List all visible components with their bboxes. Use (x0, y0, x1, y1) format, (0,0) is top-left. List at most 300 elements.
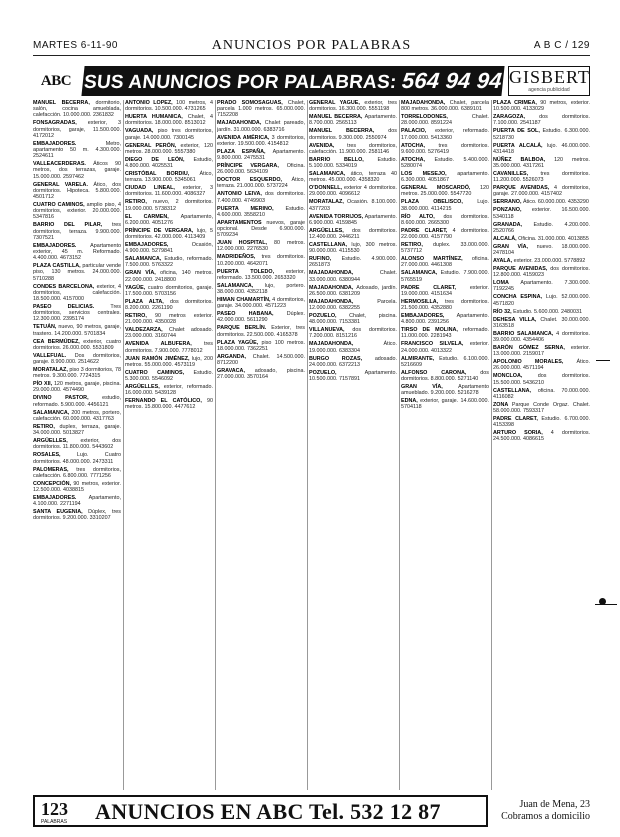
classified-ad (309, 114, 397, 126)
ad-keyword: CEA BERMÚDEZ, (33, 338, 84, 345)
classified-ad (217, 100, 305, 119)
classified-ad (125, 384, 213, 396)
classified-ad (309, 171, 397, 183)
ad-keyword: EMBAJADORES, (401, 313, 457, 320)
classified-ad (309, 228, 397, 240)
classified-ad (493, 430, 590, 442)
classified-ad (309, 256, 397, 268)
ad-text: lujo, 5 dormitorios. 42.000.000. 4113409 (125, 227, 213, 241)
ad-keyword: PRÍNCIPE DE VERGARA, (125, 227, 197, 234)
ad-text: lujo, portero. 38.000.000. 4352118 (217, 282, 305, 296)
classified-ad (33, 381, 121, 393)
classified-ad (33, 284, 121, 303)
ad-text: Dos dormitorios, garaje. 8.900.000. 2514622 (33, 352, 121, 366)
ad-text: Chalet adosado. 23.000.000. 3160744 (125, 327, 213, 340)
column-divider (399, 100, 400, 790)
classified-ad (33, 353, 121, 365)
ad-keyword: DOCTOR ESQUERDO, (217, 177, 292, 184)
ad-keyword: YAGÜE, (125, 284, 148, 291)
ad-keyword: SERRANO, (493, 199, 523, 206)
ad-text: Chalet, parcela 800 metros. 36.000.000. 6389101 (401, 100, 489, 113)
ad-keyword: PALOMERAS, (33, 466, 77, 473)
ad-keyword: CONCEPCIÓN, (33, 480, 74, 487)
column-divider (491, 100, 492, 790)
classified-ad (493, 359, 590, 371)
ad-text: reformado. 11.000.000. 2281943 (401, 327, 489, 340)
ad-text: Apartamento. 9.800.000. 2475531 (217, 148, 305, 162)
classified-ad (309, 341, 397, 353)
classified-ad (493, 331, 590, 343)
ad-keyword: GENERAL VARELA. (33, 181, 94, 188)
ad-text: 90 metros, exterior. 10.500.000. 4133029 (493, 100, 590, 113)
page-header (33, 38, 590, 54)
ad-text: duplex. 33.000.000. 5737712 (401, 242, 489, 255)
classified-ad (401, 398, 489, 410)
classified-ad (309, 285, 397, 297)
ad-text: tres dormitorios, calefacción. 6.800.000. 7771256 (33, 466, 121, 479)
ad-text: 4 dormitorios. 24.500.000. 4086615 (493, 430, 590, 443)
classified-ad (493, 236, 590, 242)
ad-keyword: PADRE CLARET, (493, 416, 542, 423)
classified-ad (401, 370, 489, 382)
classified-ad (309, 270, 397, 282)
classified-ad (493, 207, 590, 219)
ad-text: 200 metros, portero, calefacción. 60.000.000. 4317763 (33, 409, 121, 422)
ad-text: Apartamento. 7.300.000. 7192245 (493, 280, 590, 293)
classified-ad (125, 199, 213, 211)
ad-keyword: TETUÁN, (33, 324, 59, 331)
classified-ad (309, 299, 397, 311)
ad-text: exterior, reformado. 16.000.000. 5439128 (125, 384, 213, 397)
ad-keyword: EL CARMEN, (125, 213, 181, 220)
ad-text: 4 dormitorios. 22.000.000. 4157790 (401, 227, 489, 241)
agency-subtitle: agencia publicidad (528, 87, 570, 93)
ad-text: 4 dormitorios. 39.000.000. 4354406 (493, 330, 590, 344)
ad-text: oficina, 140 metros. 22.000.000. 2418800 (125, 270, 213, 283)
ad-text: dos dormitorios. 8.600.000. 2665300 (401, 213, 489, 226)
ad-keyword: PUERTA ALCALÁ, (493, 142, 548, 149)
ad-text: amplio piso, 4 dormitorios, exterior. 20.000.000. 5347816 (33, 202, 121, 221)
ad-keyword: ALONSO MARTÍNEZ, (401, 256, 472, 263)
classified-ad (125, 242, 213, 254)
classified-ad (493, 114, 590, 126)
footer-address (494, 799, 590, 823)
ad-text: exterior, reformado. 17.000.000. 5413360 (401, 128, 489, 141)
ad-keyword: RÍO ALTO, (401, 213, 444, 220)
classified-ad (33, 339, 121, 351)
ad-text: Lujo. 52.000.000. 4571820 (493, 294, 590, 307)
classified-ad (217, 269, 305, 281)
ad-keyword: VALLEFUAL. (33, 352, 75, 359)
ad-text: Chalet pareado, jardín. 31.000.000. 6383716 (217, 120, 305, 133)
ad-text: 4 dormitorios, garaje. 34.000.000. 4571223 (217, 297, 305, 310)
ad-keyword: PARQUE AVENIDAS, (493, 185, 555, 192)
classified-ad (33, 395, 121, 407)
classified-ad (33, 222, 121, 241)
classified-ad (493, 222, 590, 234)
ad-text: Exterior, tres dormitorios. 22.500.000. 4165378 (217, 325, 305, 338)
ad-text: duplex, terraza, garaje. 34.000.000. 5013827 (33, 423, 121, 437)
ad-text: dos dormitorios. 7.100.000. 2541187 (493, 114, 590, 127)
classified-ad (33, 161, 121, 180)
agency-logo (508, 66, 590, 96)
ad-text: Estudio. 4.900.000. 2651873 (309, 256, 397, 269)
ad-keyword: MORATALAZ, (309, 199, 348, 206)
ad-keyword: MONCLOA, (493, 373, 538, 380)
classified-ad (401, 199, 489, 211)
ad-keyword: ATOCHA, (401, 142, 439, 149)
classified-ad (217, 254, 305, 266)
ad-text: Estudio, 4.800.000. 4025531 (125, 156, 213, 170)
classified-ad (493, 266, 590, 278)
ad-text: Oficina. 31.000.000. 4013855 (518, 235, 589, 242)
ad-keyword: MANUEL BECERRA, (309, 114, 365, 121)
ad-keyword: LOS MESEJO, (401, 171, 458, 178)
classified-ad (493, 345, 590, 357)
ad-text: Estudio. 4.600.000. 3558210 (217, 205, 305, 218)
classified-ad (33, 367, 121, 379)
ad-banner (33, 66, 590, 96)
ad-text: 90 metros exterior. 21.000.000. 4350028 (125, 313, 213, 326)
ad-text: dos dormitorios. 15.500.000. 5436210 (493, 373, 590, 386)
column-divider (123, 100, 124, 790)
ad-keyword: ALFONSO CARONA, (401, 369, 481, 376)
footer-headline: ANUNCIOS EN ABC Tel. 532 12 87 (95, 799, 441, 824)
ad-column-2 (125, 100, 213, 790)
classified-ad (493, 143, 590, 155)
ad-keyword: AVENIDA ALBUFERA, (125, 341, 204, 348)
ad-text: apartamento. 6.300.000. 4051867 (401, 171, 489, 184)
ad-text: Chalet. 14.500.000. 8712200 (217, 353, 305, 367)
ad-text: exterior, garaje. 14.600.000. 5704118 (401, 398, 489, 411)
classified-ad (125, 327, 213, 339)
ad-column-4 (309, 100, 397, 790)
ad-keyword: GRAN VÍA, (401, 384, 459, 391)
ad-keyword: MAJADAHONDA, (401, 100, 450, 106)
section-title: ANUNCIOS POR PALABRAS (211, 38, 412, 53)
ad-text: lujo. 46.000.000. 4314418 (493, 142, 590, 155)
classified-ad (125, 356, 213, 368)
ad-column-1 (33, 100, 121, 790)
classified-ad (33, 410, 121, 422)
ad-text: Ático. 60.000.000. 4353290 (522, 199, 589, 206)
ad-text: Chalet, 4 dormitorios. 18.000.000. 8513012 (125, 114, 213, 127)
column-divider (215, 100, 216, 790)
ad-text: Estudio. 5.300.000. 5546092 (125, 369, 213, 383)
ad-keyword: CRISTÓBAL BORDIU, (125, 171, 200, 178)
ad-text: exterior. 23.000.000. 5778892 (513, 258, 586, 265)
ad-text: Chalet, parcela 1.000 metros. 65.000.000. 7152208 (217, 100, 305, 119)
ad-keyword: CAVANILLES, (493, 171, 541, 178)
classified-ad (401, 214, 489, 226)
ad-keyword: PRÍNCIPE VERGARA, (217, 163, 287, 170)
ad-keyword: PADRE CLARET, (401, 227, 453, 234)
ad-text: tres dormitorios. 9.600.000. 5276419 (401, 142, 489, 155)
ad-keyword: CUATRO CAMINOS, (125, 369, 194, 376)
classified-ad (33, 120, 121, 139)
ad-text: lujo, 300 metros. 90.000.000. 4115530 (309, 242, 397, 255)
ad-text: piso 100 metros. 18.000.000. 7362251 (217, 339, 305, 352)
ad-keyword: BARRIO BELLO, (309, 156, 378, 163)
ad-text: exterior. 24.000.000. 4013322 (401, 341, 489, 354)
classified-ad (493, 258, 590, 264)
ad-keyword: MAJADAHONDA, (309, 298, 378, 305)
ad-text: Ático. 19.000.000. 6383304 (309, 341, 397, 354)
ad-text: oficina. 27.000.000. 4461308 (401, 256, 489, 269)
ad-text: exterior, 3 dormitorios. 11.600.000. 4086327 (125, 185, 213, 198)
classified-ad (493, 294, 590, 306)
ad-keyword: GENERAL MOSCARDÓ, (401, 185, 480, 192)
ad-text: 120 metros. 25.000.000. 5547720 (401, 185, 489, 198)
address-note: Cobramos a domicilio (501, 811, 590, 822)
classified-ad (493, 388, 590, 400)
ad-keyword: SALAMANCA, (309, 171, 351, 178)
ad-keyword: CONCHA ESPINA, (493, 294, 546, 301)
ad-text: 80 metros. 12.000.000. 2276530 (217, 240, 305, 253)
ad-text: exterior. 19.000.000. 4151634 (401, 284, 489, 297)
ad-column-6 (493, 100, 590, 790)
classified-ad (309, 313, 397, 325)
classified-ad (493, 171, 590, 183)
classified-ad (125, 128, 213, 140)
ad-keyword: GRANADA, (493, 221, 534, 228)
ad-keyword: CUATRO CAMINOS, (33, 202, 87, 209)
ad-text: Chalet. 30.000.000. 3163518 (493, 316, 590, 329)
ad-keyword: PUERTA DE SOL, (493, 128, 543, 135)
ad-text: Parcela. 12.000.000. 6382255 (309, 298, 397, 312)
classified-ad (217, 177, 305, 189)
ad-keyword: PLAZA CRIMEA, (493, 100, 541, 106)
classified-ad (493, 402, 590, 414)
classified-ad (493, 280, 590, 292)
classified-ad (125, 157, 213, 169)
ad-text: oficina. 70.000.000. 4116082 (493, 387, 590, 400)
ad-keyword: PADRE CLARET, (401, 284, 470, 291)
ad-text: 90 metros, exterior. 12.500.000. 4038815 (33, 480, 121, 493)
ad-keyword: GRAN VÍA, (493, 243, 537, 250)
ad-text: Chalet. 28.000.000. 8591224 (401, 114, 489, 127)
classified-ad (125, 100, 213, 112)
classified-ad (33, 263, 121, 282)
ad-keyword: BARRIO DEL PILAR, (33, 222, 112, 229)
classified-ad (309, 356, 397, 368)
classified-ad (125, 341, 213, 353)
ad-text: Apartamento. 6.900.000. 4159845 (309, 213, 397, 226)
ad-text: Dúplex, tres dormitorios. 9.200.000. 3310207 (33, 509, 121, 522)
ad-text: Estudio. 5.100.000. 5334019 (309, 156, 397, 170)
classified-ad (217, 220, 305, 239)
ad-keyword: PLAZA CASTILLA, (33, 263, 83, 270)
ad-keyword: MAJADAHONDA, (309, 284, 357, 291)
address-line: Juan de Mena, 23 (519, 799, 590, 810)
ad-text: tres dormitorios. 7.900.000. 7778012 (125, 341, 213, 354)
ad-text: nuevos, garaje opcional. Desde 6.900.000. 5709234 (217, 219, 305, 239)
ad-text: dos dormitorios. 8.200.000. 2261190 (125, 298, 213, 312)
ad-text: Ático, dos dormitorios. Hipoteca. 5.800.000. 4501712 (33, 181, 121, 201)
ad-text: lujo, 200 metros. 55.000.000. 4573119 (125, 355, 213, 368)
ad-text: exterior, tres dormitorios. 16.300.000. 5551198 (309, 100, 397, 113)
ad-keyword: ROSALES, (33, 452, 77, 459)
ad-keyword: JUAN HOSPITAL, (217, 240, 275, 247)
ad-text: dormitorio, salón, cocina amueblada, calefacción. 10.000.000. 2361832 (33, 100, 121, 119)
ad-keyword: ALCALÁ, (493, 235, 519, 242)
ad-keyword: ZONA (493, 401, 512, 408)
ad-text: estudio, reformado. 5.900.000. 4456121 (33, 395, 121, 408)
classified-ad (33, 509, 121, 521)
abc-logo: ABC (40, 73, 72, 89)
ad-keyword: AVENIDA TORRIJOS, (309, 213, 365, 220)
classified-ad (217, 297, 305, 309)
ad-keyword: PARQUE AVENIDAS, (493, 266, 551, 273)
ad-keyword: GRAVACA, (217, 368, 255, 375)
ad-text: adosado. 24.000.000. 6372213 (309, 355, 397, 368)
ad-text: Apartamento. 4.800.000. 2391256 (401, 313, 489, 326)
slogan-text: SUS ANUNCIOS POR PALABRAS: (82, 72, 398, 93)
classified-ad (309, 157, 397, 169)
classified-ad (401, 285, 489, 297)
ad-text: dos dormitorios. 12.800.000. 4159023 (493, 266, 590, 279)
ad-keyword: PÍO XII, (33, 381, 54, 388)
ad-keyword: POZUELO, (309, 369, 365, 376)
ad-text: exterior, 3 dormitorios, garaje, 11.500.000. 4172012 (33, 120, 121, 139)
ad-text: exterior. 13.000.000. 2159017 (493, 345, 590, 358)
ad-keyword: AVENIDA AMÉRICA, (217, 134, 272, 141)
ad-keyword: EMBAJADORES. (33, 242, 91, 249)
ad-text: exterior, dos dormitorios. 11.800.000. 5443602 (33, 438, 121, 451)
ad-text: exterior, 120 metros. 28.000.000. 5557380 (125, 142, 213, 155)
classified-ad (217, 283, 305, 295)
ad-keyword: JUAN RAMÓN JIMÉNEZ, (125, 355, 192, 362)
ad-keyword: PASEO HABANA, (217, 311, 287, 318)
classified-ad (33, 182, 121, 201)
ad-text: dos dormitorios. 8.800.000. 5271140 (401, 369, 489, 383)
ad-text: Adosado, jardín. 26.500.000. 6381209 (309, 284, 397, 297)
ad-keyword: VILLANUEVA, (309, 327, 353, 334)
classified-ad (217, 311, 305, 323)
ad-keyword: ZARAGOZA, (493, 114, 540, 121)
classified-ad (125, 171, 213, 183)
ad-keyword: ALMIRANTE, (401, 355, 440, 362)
classified-ad (401, 143, 489, 155)
ad-keyword: FONSAGRADAS, (33, 120, 88, 127)
ad-text: tres dormitorios. 10.200.000. 4642071 (217, 254, 305, 267)
ad-keyword: APOLONIO MORALES, (493, 359, 577, 366)
ad-keyword: PALACIO, (401, 128, 436, 135)
price-label: 123 (41, 799, 68, 819)
ad-keyword: PLAZA ALTA, (125, 298, 170, 305)
ad-text: exterior. 16.500.000. 5340118 (493, 207, 590, 220)
classified-ad (401, 114, 489, 126)
ad-text: tres dormitorios. 21.500.000. 4352880 (401, 298, 489, 312)
ad-text: Chalet, piscina. 48.000.000. 7153381 (309, 313, 397, 326)
ad-keyword: EMBAJADORES. (33, 494, 89, 501)
ad-text: Metro, apartamento 50 m. 4.300.000. 2524611 (33, 140, 121, 160)
ad-text: dos dormitorios. 12.400.000. 2446211 (309, 227, 397, 241)
ad-keyword: BURGO ROZAS, (309, 355, 375, 362)
ad-text: Chalet. 33.000.000. 6380944 (309, 270, 397, 283)
classified-ad (401, 171, 489, 183)
ad-keyword: SALAMANCA, (125, 256, 165, 263)
ad-keyword: CASTELLANA, (493, 387, 538, 394)
classified-ad (125, 299, 213, 311)
classified-ad (401, 242, 489, 254)
ad-keyword: GRAN VÍA, (125, 270, 161, 277)
ad-keyword: GENERAL PERÓN, (125, 142, 181, 149)
classified-ad (33, 100, 121, 119)
classified-ad (33, 324, 121, 336)
ad-keyword: ANTONIO LEIVA, (217, 191, 265, 198)
classified-ad (217, 368, 305, 380)
ad-keyword: CONDES BARCELONA, (33, 283, 97, 290)
classified-ad (33, 438, 121, 450)
classified-ad (125, 270, 213, 282)
agency-name: GISBERT (509, 67, 590, 87)
ad-keyword: FERNANDO EL CATÓLICO, (125, 398, 207, 405)
price-sublabel: PALABRAS (41, 819, 68, 825)
ad-keyword: PLAZA OBELISCO, (401, 199, 478, 206)
classified-columns (33, 100, 590, 790)
ad-keyword: PONZANO, (493, 207, 532, 214)
classified-ad (309, 242, 397, 254)
classified-ad (401, 228, 489, 240)
ad-text: Estudio. 5.600.000. 2480031 (513, 308, 583, 315)
ad-keyword: AYALA, (493, 258, 514, 265)
ad-keyword: CASTELLANA, (309, 242, 352, 249)
ad-text: 120 metros, garaje, piscina. 29.000.000. 4574490 (33, 381, 121, 394)
ad-keyword: CIUDAD LINEAL, (125, 185, 183, 192)
classified-ad (125, 398, 213, 410)
ad-keyword: MAJADAHONDA, (217, 120, 265, 127)
slogan-phone: 564 94 94 (400, 68, 504, 93)
ad-text: Lujo. Cuatro dormitorios. 48.000.000. 2473311 (33, 452, 121, 465)
classified-ad (493, 309, 590, 315)
classified-ad (309, 185, 397, 197)
ad-keyword: HUERTA HUMANICA, (125, 114, 188, 121)
classified-ad (33, 495, 121, 507)
ad-text: Ático, terraza. 13.900.000. 5345061 (125, 171, 213, 184)
ad-text: exterior, 4 dormitorios, calefacción. 18.500.000. 4157000 (33, 283, 121, 303)
classified-ad (217, 163, 305, 175)
classified-ad (493, 416, 590, 428)
ad-keyword: ARTURO SORIA, (493, 430, 551, 437)
ad-text: nuevo. 18.000.000. 2478104 (493, 243, 590, 257)
ad-text: Apartamento amueblado. 9.200.000. 5216278 (401, 384, 489, 397)
ad-text: Ocasión. 8.100.000. 4377203 (309, 199, 397, 212)
classified-ad (309, 214, 397, 226)
ad-text: Parque Conde Orgaz. Chalet. 58.000.000. 7593317 (493, 401, 590, 415)
ad-text: 120 metros. 35.000.000. 4317261 (493, 156, 590, 170)
classified-ad (33, 424, 121, 436)
ad-text: Lujo. 38.000.000. 4114215 (401, 199, 489, 212)
ad-keyword: TORRELODONES, (401, 114, 472, 121)
ad-text: Ocasión, 4.900.000. 5279841 (125, 242, 213, 255)
ad-text: ático, terraza 40 metros. 45.000.000. 4358320 (309, 171, 397, 184)
classified-ad (493, 317, 590, 329)
ad-keyword: PRADO SOMOSAGUAS, (217, 100, 288, 106)
classified-ad (125, 114, 213, 126)
classified-ad (125, 143, 213, 155)
ad-keyword: FRANCISCO SILVELA, (401, 341, 470, 348)
ad-keyword: RUFINO, (309, 256, 342, 263)
margin-mark (595, 604, 617, 605)
ad-keyword: PASEO DELICIAS. (33, 304, 111, 311)
classified-ad (401, 341, 489, 353)
ad-column-3 (217, 100, 305, 790)
classified-ad (309, 143, 397, 155)
ad-keyword: EDNA, (401, 398, 421, 405)
ad-keyword: LOMA (493, 280, 521, 287)
classified-ad (33, 141, 121, 160)
